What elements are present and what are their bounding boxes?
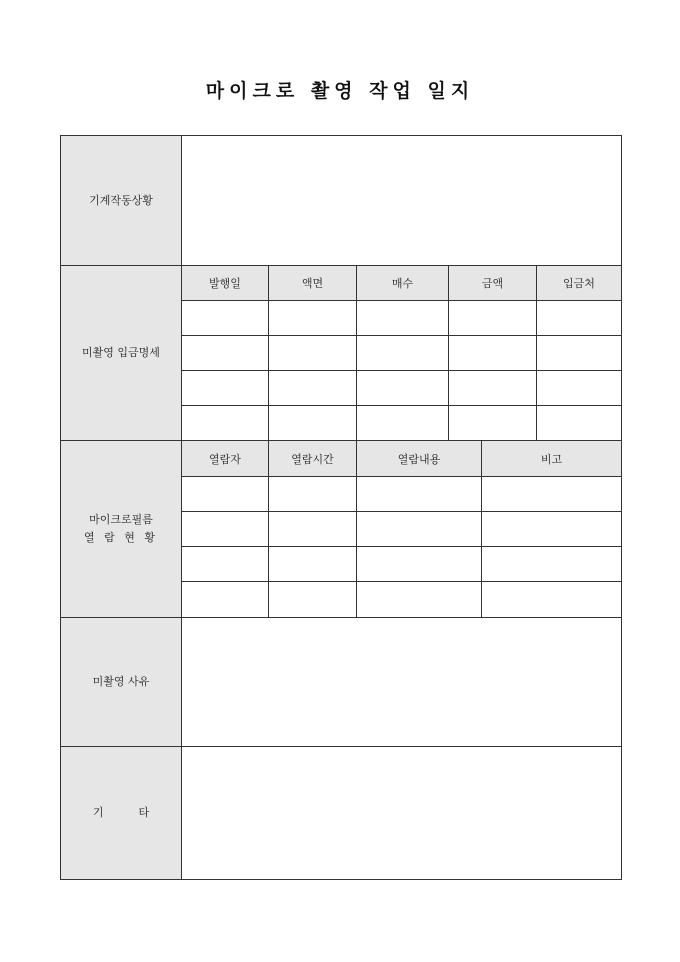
receipt-header-count [357, 266, 448, 300]
viewing-row[interactable] [182, 477, 620, 511]
receipt-header-amount [449, 266, 536, 300]
receipt-row[interactable] [182, 406, 620, 440]
receipt-header-date [182, 266, 268, 300]
label-machine-status [61, 136, 181, 265]
other-field[interactable] [182, 747, 620, 879]
receipt-header-date-text: 발행일 [209, 277, 241, 290]
label-other-text: 기 타 [92, 806, 150, 819]
receipt-row[interactable] [182, 371, 620, 405]
viewing-row[interactable] [182, 582, 620, 616]
label-unfilmed-receipt [61, 266, 181, 440]
viewing-header-time-text: 열람시간 [291, 452, 334, 466]
viewing-header-note [482, 441, 621, 476]
viewing-header-viewer-text: 열람자 [209, 452, 241, 466]
viewing-header-content [357, 441, 481, 476]
viewing-header-note-text: 비고 [540, 452, 563, 466]
label-machine-status-text: 기계작동상황 [89, 193, 153, 207]
label-unfilmed-reason [61, 618, 181, 746]
receipt-header-face-value [269, 266, 356, 300]
receipt-header-depositor-text: 입금처 [563, 277, 595, 290]
document-title: 마이크로 촬영 작업 일지 [205, 80, 475, 102]
receipt-row[interactable] [182, 336, 620, 370]
label-other [61, 747, 181, 879]
viewing-row[interactable] [182, 547, 620, 581]
viewing-header-content-text: 열람내용 [397, 452, 441, 466]
viewing-header-viewer [182, 441, 268, 476]
receipt-header-count-text: 매수 [391, 277, 414, 290]
receipt-row[interactable] [182, 301, 620, 335]
viewing-row[interactable] [182, 512, 620, 546]
receipt-header-face-value-text: 액면 [301, 277, 324, 290]
machine-status-field[interactable] [182, 136, 620, 265]
label-microfilm-viewing [61, 441, 181, 617]
label-unfilmed-receipt-text: 미촬영 입금명세 [82, 346, 160, 359]
receipt-header-depositor [537, 266, 621, 300]
receipt-header-amount-text: 금액 [481, 277, 504, 290]
label-microfilm-viewing-line1: 마이크로필름 [89, 513, 153, 526]
viewing-header-time [269, 441, 356, 476]
unfilmed-reason-field[interactable] [182, 618, 620, 746]
label-unfilmed-reason-text: 미촬영 사유 [92, 675, 150, 688]
label-microfilm-viewing-line2: 열 람 현 황 [84, 531, 158, 544]
